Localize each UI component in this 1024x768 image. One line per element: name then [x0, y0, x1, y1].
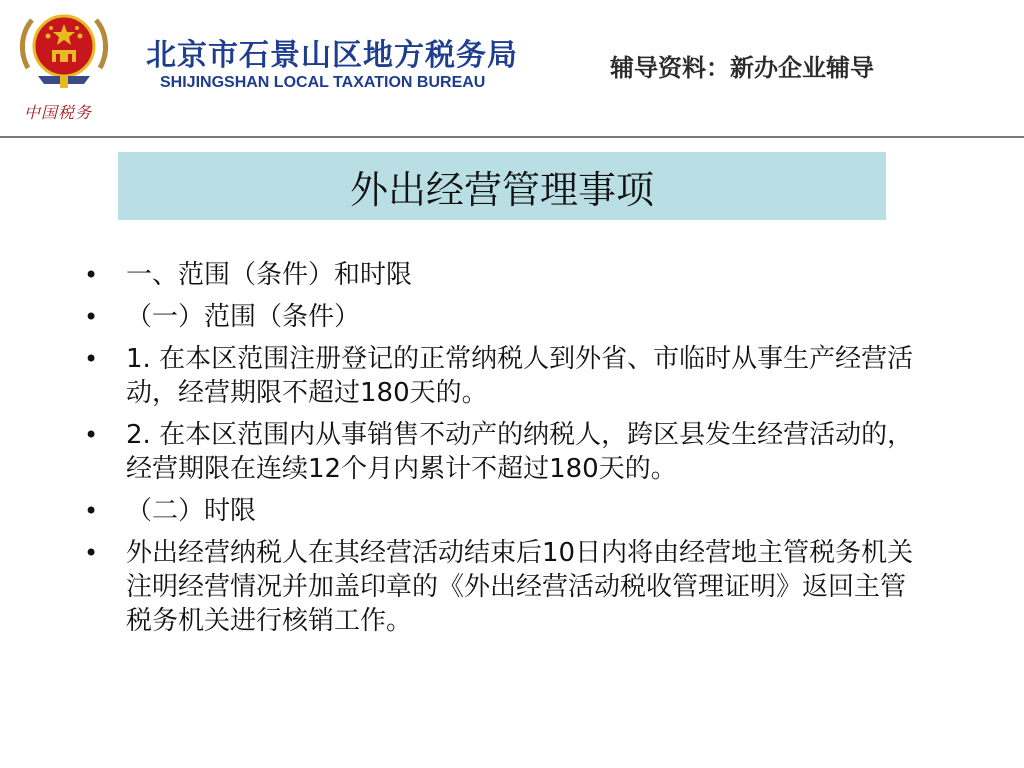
bureau-name-chinese: 北京市石景山区地方税务局 [146, 38, 518, 73]
list-item [84, 342, 926, 410]
bullet-icon: • [84, 421, 99, 449]
list-item [84, 300, 926, 334]
bullet-text: 2. 在本区范围内从事销售不动产的纳税人，跨区县发生经营活动的，经营期限在连续12个月内累计不超过180天的。 [126, 420, 914, 484]
header-divider [0, 136, 1024, 138]
list-item [84, 536, 926, 638]
bullet-text: （二）时限 [126, 496, 257, 526]
slide-title: 外出经营管理事项 [349, 167, 654, 212]
header [0, 0, 1024, 136]
bullet-text: 外出经营纳税人在其经营活动结束后10日内将由经营地主管税务机关注明经营情况并加盖印章的《外出经营活动税收管理证明》返回主管税务机关进行核销工作。 [126, 538, 914, 636]
bullet-icon: • [84, 303, 99, 331]
bullet-list [84, 258, 924, 646]
bullet-icon: • [84, 539, 99, 567]
list-item [84, 418, 926, 486]
bureau-name-english: SHIJINGSHAN LOCAL TAXATION BUREAU [160, 74, 486, 91]
bullet-icon: • [84, 261, 99, 289]
national-emblem-icon [14, 6, 114, 92]
bullet-text: （一）范围（条件） [126, 302, 361, 332]
bullet-text: 1. 在本区范围注册登记的正常纳税人到外省、市临时从事生产经营活动，经营期限不超过180天的。 [126, 344, 914, 408]
bullet-icon: • [84, 345, 99, 373]
header-tag: 辅导资料：新办企业辅导 [610, 54, 874, 82]
list-item [84, 494, 926, 528]
bullet-icon: • [84, 497, 99, 525]
list-item [84, 258, 926, 292]
title-box [118, 152, 886, 220]
calligraphy-signature: 中国税务 [24, 103, 93, 122]
bullet-text: 一、范围（条件）和时限 [126, 260, 413, 290]
